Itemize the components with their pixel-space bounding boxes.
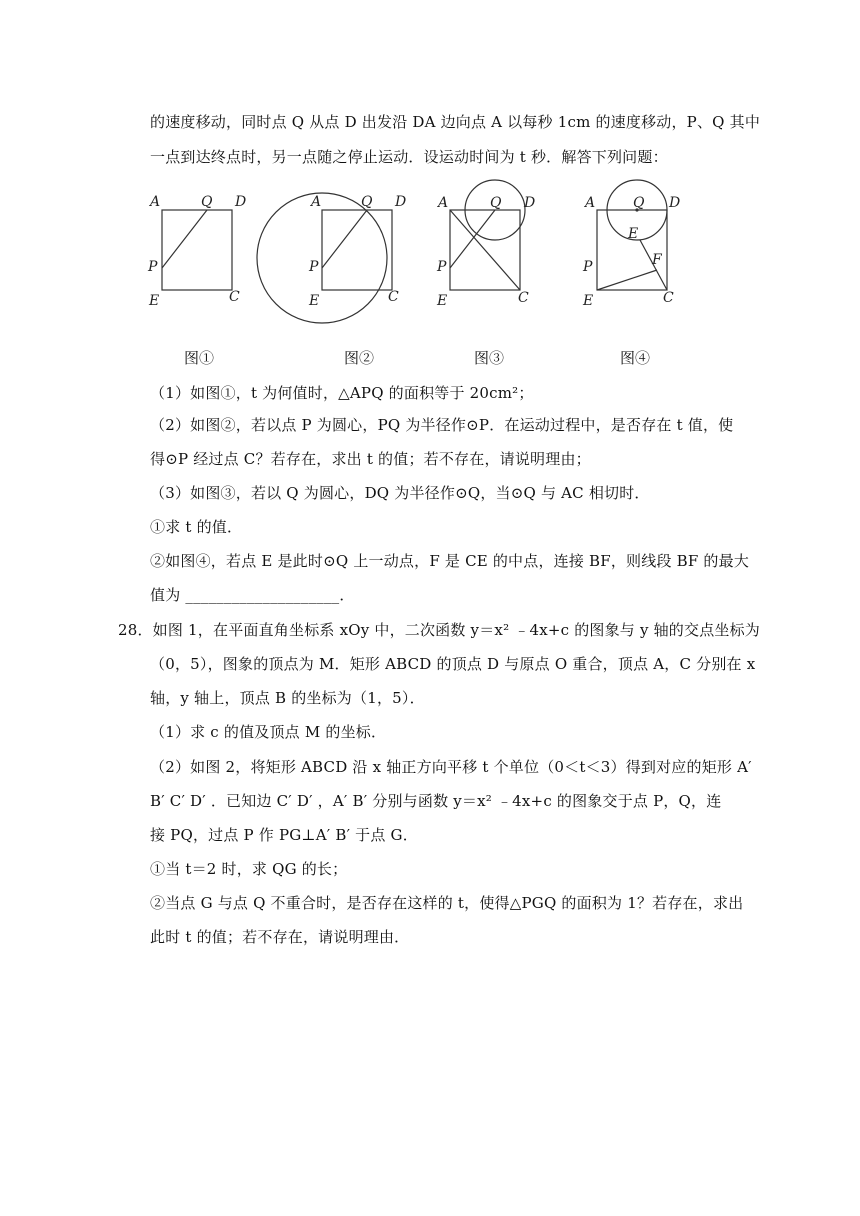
problem-28-q2: （2）如图 2，将矩形 ABCD 沿 x 轴正方向平移 t 个单位（0＜t＜3）得到对应的矩形 A′ <box>150 758 752 776</box>
label-D: D <box>669 195 681 211</box>
label-D: D <box>524 195 536 211</box>
question-1: （1）如图①，t 为何值时，△APQ 的面积等于 20cm²； <box>150 384 534 402</box>
label-Q: Q <box>361 194 373 210</box>
label-E: E <box>583 293 594 309</box>
problem-28-q2-line: 接 PQ，过点 P 作 PG⊥A′ B′ 于点 G． <box>150 826 418 844</box>
problem-28-line: （0，5），图象的顶点为 M．矩形 ABCD 的顶点 D 与原点 O 重合，顶点 A，C 分别在 x <box>150 655 756 673</box>
label-E: E <box>437 293 448 309</box>
label-C: C <box>388 289 399 305</box>
caption-fig4: 图④ <box>620 349 651 367</box>
label-P: P <box>437 259 447 275</box>
question-2: （2）如图②，若以点 P 为圆心，PQ 为半径作⊙P．在运动过程中，是否存在 t 值，使 <box>150 416 734 434</box>
figure-1 <box>140 188 260 313</box>
label-P: P <box>309 259 319 275</box>
problem-28-q2-line: B′ C′ D′ ．已知边 C′ D′ ，A′ B′ 分别与函数 y＝x² ﹣4x+c 的图象交于点 P，Q，连 <box>150 792 722 810</box>
text-line: 一点到达终点时，另一点随之停止运动．设运动时间为 t 秒．解答下列问题： <box>150 148 668 166</box>
question-3-2: ②如图④，若点 E 是此时⊙Q 上一动点，F 是 CE 的中点，连接 BF，则线段 BF 的最大 <box>150 552 750 570</box>
figure-2 <box>255 188 415 333</box>
label-Q: Q <box>201 194 213 210</box>
label-C: C <box>663 290 674 306</box>
problem-28-q1: （1）求 c 的值及顶点 M 的坐标． <box>150 723 387 741</box>
label-F: F <box>652 252 662 268</box>
problem-28: 28．如图 1，在平面直角坐标系 xOy 中，二次函数 y＝x² ﹣4x+c 的图象与 y 轴的交点坐标为 <box>118 621 761 639</box>
label-D: D <box>235 194 247 210</box>
label-P: P <box>583 259 593 275</box>
label-E: E <box>309 293 320 309</box>
question-2-cont: 得⊙P 经过点 C？若存在，求出 t 的值；若不存在，请说明理由； <box>150 450 591 468</box>
problem-28-q2-2-cont: 此时 t 的值；若不存在，请说明理由． <box>150 928 410 946</box>
caption-fig1: 图① <box>184 349 215 367</box>
label-Q: Q <box>490 195 502 211</box>
text-line: 的速度移动，同时点 Q 从点 D 出发沿 DA 边向点 A 以每秒 1cm 的速度移动，P、Q 其中 <box>150 113 761 131</box>
question-3-2-answer: 值为 ____________________． <box>150 586 355 604</box>
label-A: A <box>150 194 161 210</box>
label-E: E <box>628 226 639 242</box>
label-Q: Q <box>633 195 645 211</box>
question-3-1: ①求 t 的值． <box>150 518 243 536</box>
label-A: A <box>438 195 449 211</box>
caption-fig3: 图③ <box>474 349 505 367</box>
label-P: P <box>148 259 158 275</box>
label-D: D <box>395 194 407 210</box>
figure-4 <box>575 175 690 315</box>
question-3: （3）如图③，若以 Q 为圆心，DQ 为半径作⊙Q，当⊙Q 与 AC 相切时． <box>150 484 650 502</box>
label-E: E <box>149 293 160 309</box>
caption-fig2: 图② <box>344 349 375 367</box>
label-A: A <box>311 194 322 210</box>
figure-3 <box>428 175 543 315</box>
problem-28-q2-1: ①当 t＝2 时，求 QG 的长； <box>150 860 348 878</box>
problem-28-line: 轴，y 轴上，顶点 B 的坐标为（1，5）． <box>150 689 425 707</box>
label-C: C <box>229 289 240 305</box>
label-C: C <box>518 290 529 306</box>
label-A: A <box>585 195 596 211</box>
problem-28-q2-2: ②当点 G 与点 Q 不重合时，是否存在这样的 t，使得△PGQ 的面积为 1？若存在，求出 <box>150 894 744 912</box>
